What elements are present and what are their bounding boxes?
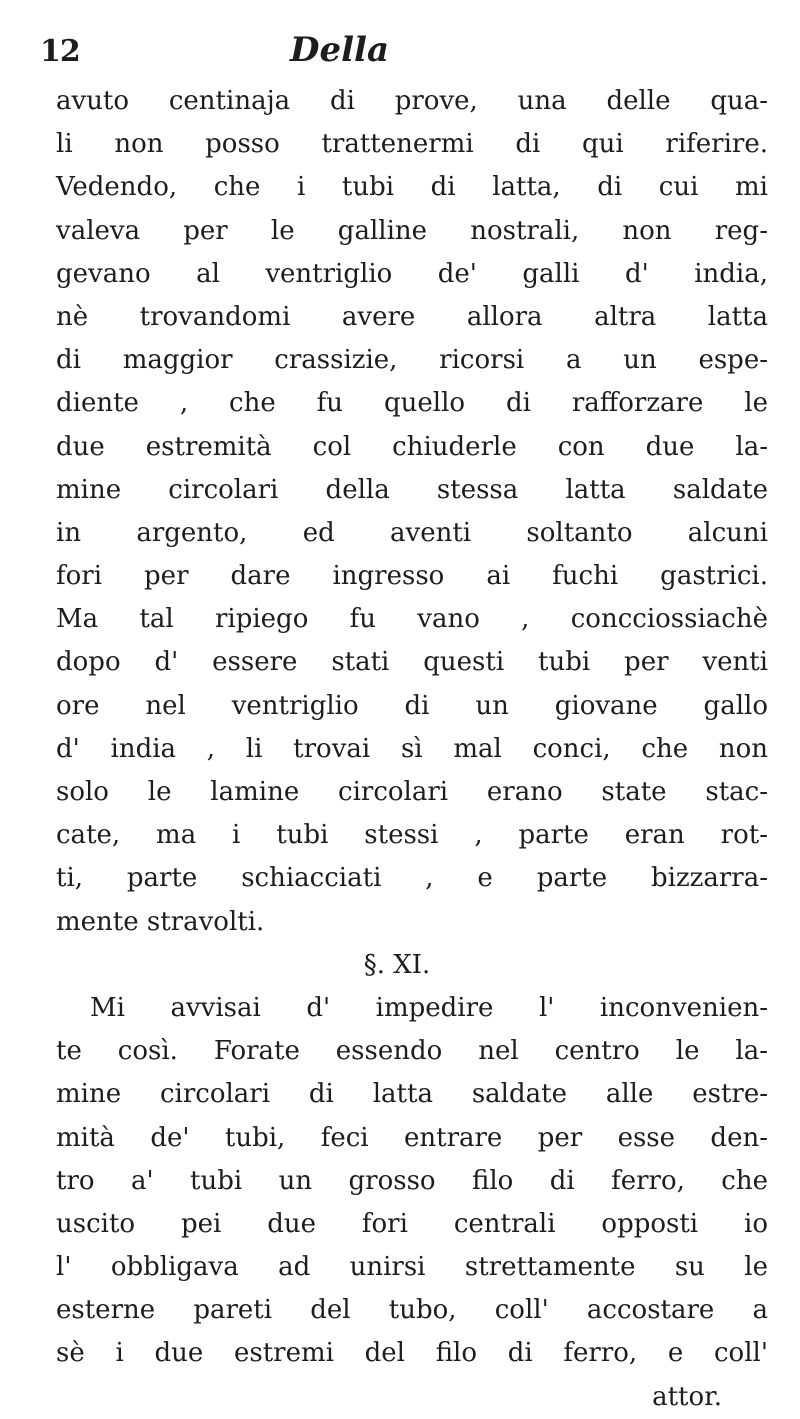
- text-line: mine circolari della stessa latta saldate: [56, 474, 768, 505]
- section-heading: §. XI.: [363, 949, 431, 980]
- text-line: avuto centinaja di prove, una delle qua-: [56, 86, 768, 116]
- text-line: esterne pareti del tubo, coll' accostare a: [56, 1295, 768, 1326]
- text-line: ti, parte schiacciati , e parte bizzarra-: [56, 863, 768, 894]
- text-line: te così. Forate essendo nel centro le la-: [56, 1036, 768, 1067]
- text-line: nè trovandomi avere allora altra latta: [56, 301, 768, 332]
- text-line: valeva per le galline nostrali, non reg-: [56, 215, 768, 246]
- text-line: dopo d' essere stati questi tubi per venti: [56, 647, 768, 678]
- running-title: Della: [290, 30, 389, 70]
- text-line: gevano al ventriglio de' galli d' india,: [56, 258, 768, 289]
- running-head: [0, 18, 800, 78]
- text-line: l' obbligava ad unirsi strettamente su le: [56, 1252, 768, 1283]
- text-block: [56, 80, 768, 1419]
- text-line: sè i due estremi del filo di ferro, e coll': [56, 1338, 768, 1369]
- text-line: di maggior crassizie, ricorsi a un espe-: [56, 345, 768, 376]
- text-line: solo le lamine circolari erano state stac-: [56, 777, 768, 807]
- text-line: Vedendo, che i tubi di latta, di cui mi: [56, 172, 768, 203]
- text-line: diente , che fu quello di rafforzare le: [56, 388, 768, 419]
- text-line: due estremità col chiuderle con due la-: [56, 431, 768, 462]
- text-line: mine circolari di latta saldate alle estre-: [56, 1079, 768, 1110]
- text-line: tro a' tubi un grosso filo di ferro, che: [56, 1165, 768, 1196]
- text-line: ore nel ventriglio di un giovane gallo: [56, 690, 768, 721]
- text-line: cate, ma i tubi stessi , parte eran rot-: [56, 820, 768, 851]
- text-line: uscito pei due fori centrali opposti io: [56, 1208, 768, 1239]
- text-line: fori per dare ingresso ai fuchi gastrici.: [56, 561, 768, 592]
- text-line: d' india , li trovai sì mal conci, che non: [56, 733, 768, 764]
- text-line: Ma tal ripiego fu vano , concciossiachè: [56, 604, 768, 635]
- text-line: mente stravolti.: [56, 906, 265, 937]
- catchword: attor.: [652, 1381, 722, 1412]
- text-line: Mi avvisai d' impedire l' inconvenien-: [90, 992, 768, 1023]
- text-line: li non posso trattenermi di qui riferire.: [56, 129, 768, 160]
- page-number: 12: [40, 34, 80, 69]
- text-line: mità de' tubi, feci entrare per esse den-: [56, 1122, 768, 1153]
- text-line: in argento, ed aventi soltanto alcuni: [56, 517, 768, 548]
